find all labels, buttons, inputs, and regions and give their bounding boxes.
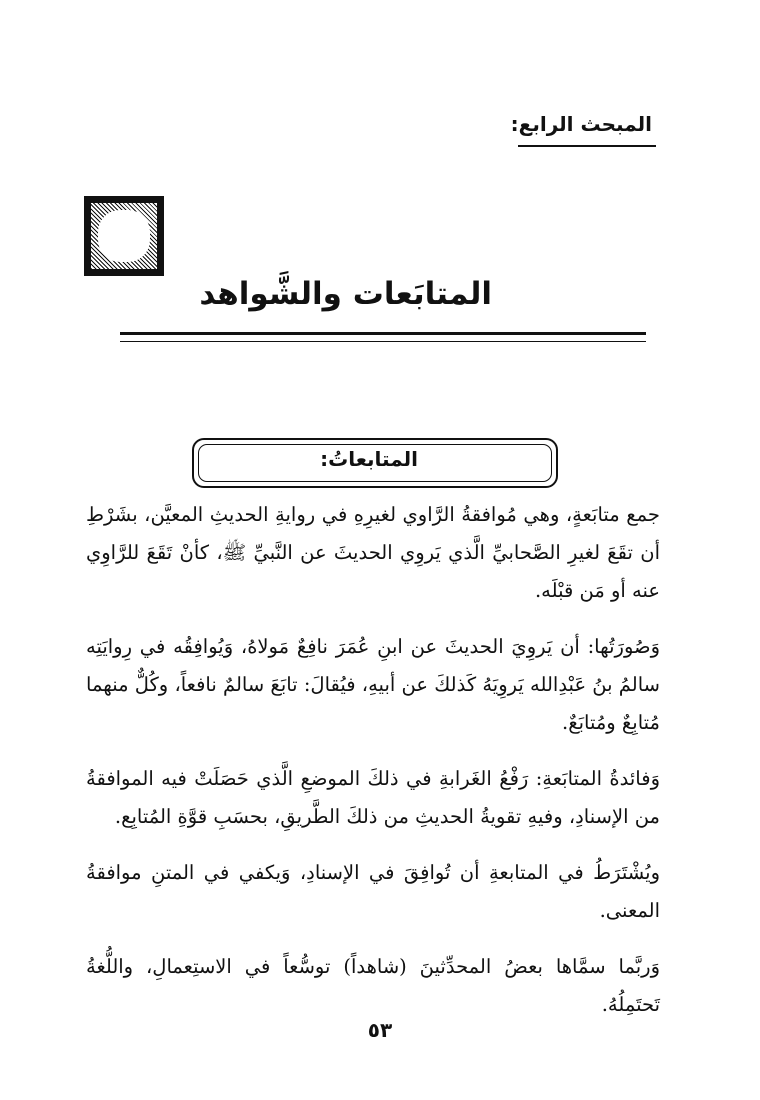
title-rule-thin	[120, 341, 646, 342]
paragraph: وَفائدةُ المتابَعةِ: رَفْعُ الغَرابةِ في ذلكَ الموضعِ الَّذي حَصَلَتْ فيه الموافقةُ من الإسنادِ، وفيهِ تقويةُ الحديثِ من ذلكَ الطَّريقِ، بحسَبِ قوَّةِ المُتابِع.	[86, 767, 660, 828]
page-number: ٥٣	[367, 1018, 393, 1042]
section-label-underline	[518, 145, 656, 147]
paragraph: وَصُورَتُها: أن يَروِيَ الحديثَ عن ابنِ عُمَرَ نافِعٌ مَولاهُ، وَيُوافِقُه في رِوايَتِه سالمُ بنُ عَبْدِالله يَروِيَهُ كَذلكَ عن أبيهِ، فيُقالَ: تابَعَ سالمٌ نافعاً، وكُلٌّ منهما مُتابِعٌ ومُتابَعٌ.	[86, 635, 660, 734]
subtitle-frame	[192, 438, 558, 488]
page-title: المتابَعات والشَّواهد	[199, 276, 492, 312]
subtitle: المتابعاتُ:	[320, 447, 418, 471]
title-rule-thick	[120, 332, 646, 335]
chapter-emblem-icon	[84, 196, 164, 276]
section-label: المبحث الرابع:	[510, 112, 652, 136]
body-text	[86, 496, 660, 1042]
paragraph: جمع متابَعةٍ، وهي مُوافقةُ الرَّاوي لغيرِهِ في روايةِ الحديثِ المعيَّن، بشَرْطِ أن تقَعَ لغيرِ الصَّحابيِّ الَّذي يَروِي الحديثَ عن النَّبيِّ ﷺ، كأنْ تَقَعَ للرَّاوِي عنه أو مَن قبْلَه.	[86, 503, 660, 602]
paragraph: وَربَّما سمَّاها بعضُ المحدِّثينَ (شاهداً) توسُّعاً في الاستِعمالِ، واللُّغةُ تَحتَمِلُهُ.	[86, 955, 660, 1016]
paragraph: ويُشْتَرَطُ في المتابعةِ أن تُوافِقَ في الإسنادِ، وَيكفي في المتنِ موافقةُ المعنى.	[86, 861, 660, 922]
